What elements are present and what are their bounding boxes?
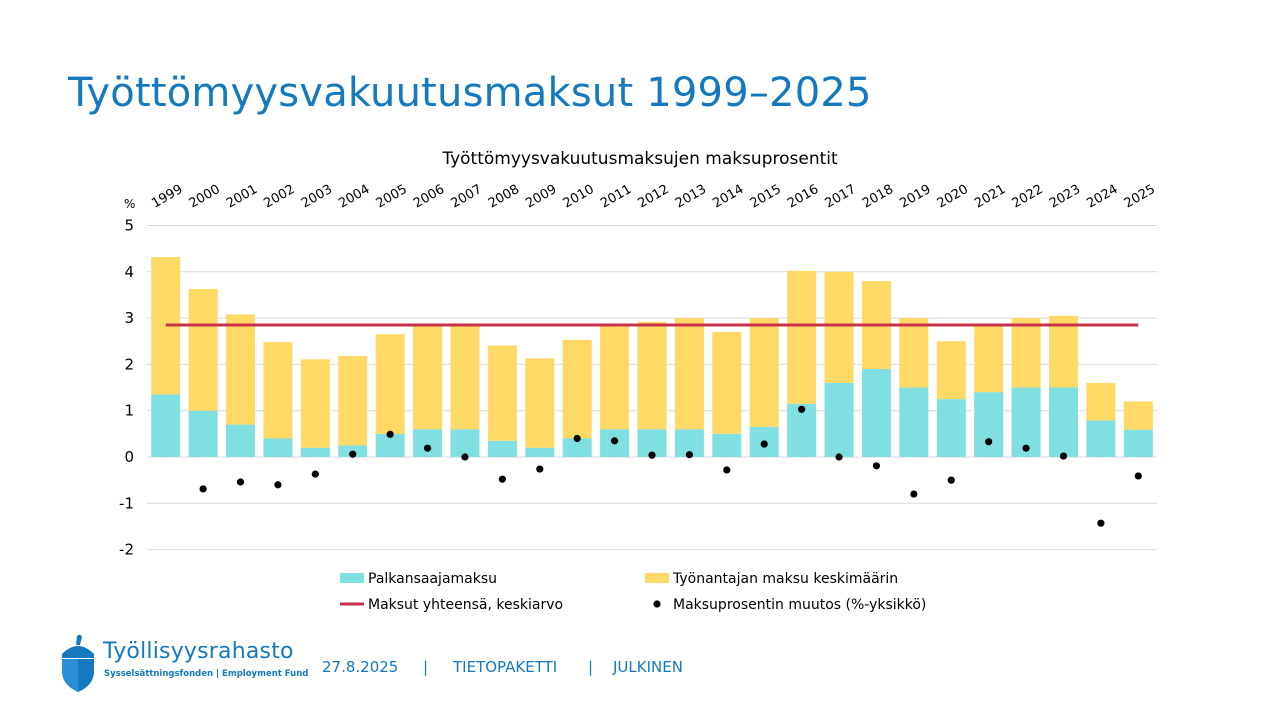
change-dot [835, 453, 842, 460]
bar-tyonantajan-maksu [563, 340, 592, 439]
y-tick-label: -1 [119, 494, 134, 513]
bar-tyonantajan-maksu [226, 314, 255, 424]
x-tick-label: 2001 [224, 181, 261, 212]
bar-tyonantajan-maksu [1124, 401, 1153, 429]
legend-label: Palkansaajamaksu [368, 571, 498, 587]
x-tick-label: 2011 [598, 181, 635, 212]
y-tick-label: 3 [124, 309, 134, 328]
chart-title: Työttömyysvakuutusmaksujen maksuprosentit [442, 149, 838, 169]
legend-item [645, 571, 898, 587]
change-dot [873, 462, 880, 469]
change-dot [312, 471, 319, 478]
x-tick-label: 2022 [1009, 181, 1046, 212]
bar-tyonantajan-maksu [899, 318, 928, 387]
legend-item [340, 597, 563, 613]
x-tick-label: 2021 [972, 181, 1009, 212]
y-tick-label: 4 [124, 262, 134, 281]
x-tick-label: 2024 [1084, 181, 1121, 212]
bar-palkansaajamaksu [1086, 420, 1115, 457]
bar-tyonantajan-maksu [937, 341, 966, 399]
legend-swatch [340, 573, 364, 583]
change-dot [499, 476, 506, 483]
x-tick-label: 2015 [747, 181, 784, 212]
x-tick-label: 1999 [149, 181, 186, 212]
footer-tag-julkinen: JULKINEN [613, 658, 683, 676]
x-tick-label: 2008 [485, 181, 523, 212]
y-tick-label: 2 [124, 355, 134, 374]
legend-label: Maksuprosentin muutos (%-yksikkö) [673, 597, 927, 613]
logo-subtitle: Sysselsättningsfonden | Employment Fund [104, 669, 309, 679]
bar-tyonantajan-maksu [638, 322, 667, 429]
change-dot [798, 406, 805, 413]
y-unit-label: % [124, 197, 136, 211]
change-dot [910, 490, 917, 497]
bar-tyonantajan-maksu [825, 272, 854, 383]
x-tick-label: 2013 [672, 181, 710, 212]
change-dot [1135, 472, 1142, 479]
y-tick-label: -2 [119, 540, 134, 559]
change-dot [387, 431, 394, 438]
bar-tyonantajan-maksu [675, 318, 704, 429]
change-dot [1060, 452, 1067, 459]
y-tick-label: 0 [124, 448, 134, 466]
legend-swatch [645, 573, 669, 583]
bar-tyonantajan-maksu [1086, 383, 1115, 421]
change-dot [1097, 520, 1104, 527]
bar-tyonantajan-maksu [263, 342, 292, 438]
employment-fund-logo [58, 632, 309, 694]
change-dot [237, 478, 244, 485]
x-tick-label: 2010 [560, 181, 597, 212]
bar-tyonantajan-maksu [301, 359, 330, 447]
change-dot [200, 485, 207, 492]
change-dot [985, 438, 992, 445]
footer-separator: | [588, 658, 594, 676]
change-dot [574, 435, 581, 442]
bar-palkansaajamaksu [974, 392, 1003, 457]
bar-palkansaajamaksu [488, 441, 517, 457]
bar-palkansaajamaksu [413, 429, 442, 457]
change-dot [274, 481, 281, 488]
bar-palkansaajamaksu [450, 429, 479, 457]
footer-date: 27.8.2025 [322, 658, 399, 676]
x-tick-label: 2012 [635, 181, 672, 212]
bar-palkansaajamaksu [226, 425, 255, 457]
x-tick-label: 2020 [934, 181, 971, 212]
x-tick-label: 2002 [261, 181, 298, 212]
bar-tyonantajan-maksu [974, 326, 1003, 392]
change-dot [349, 451, 356, 458]
bar-palkansaajamaksu [525, 448, 554, 457]
change-dot [424, 445, 431, 452]
legend-item [340, 571, 497, 587]
footer-tag-tietopaketti: TIETOPAKETTI [453, 658, 558, 676]
x-tick-label: 2007 [448, 181, 485, 212]
x-tick-label: 2017 [822, 181, 859, 212]
bar-tyonantajan-maksu [750, 318, 779, 427]
change-dot [948, 477, 955, 484]
bar-palkansaajamaksu [1049, 388, 1078, 457]
bar-tyonantajan-maksu [600, 325, 629, 429]
bar-tyonantajan-maksu [525, 358, 554, 447]
change-dot [648, 452, 655, 459]
x-tick-label: 2000 [186, 181, 223, 212]
x-tick-label: 2019 [897, 181, 934, 212]
bar-tyonantajan-maksu [1012, 318, 1041, 387]
x-tick-label: 2016 [785, 181, 822, 212]
bar-palkansaajamaksu [712, 434, 741, 457]
bar-palkansaajamaksu [1124, 430, 1153, 457]
bar-palkansaajamaksu [189, 411, 218, 457]
x-tick-label: 2005 [373, 181, 410, 212]
change-dot [1022, 445, 1029, 452]
legend-item [653, 597, 926, 613]
legend-label: Työnantajan maksu keskimäärin [673, 571, 899, 587]
change-dot [723, 466, 730, 473]
x-tick-label: 2003 [298, 181, 335, 212]
bar-palkansaajamaksu [301, 448, 330, 457]
change-dot [611, 437, 618, 444]
footer-separator: | [423, 658, 429, 676]
bar-tyonantajan-maksu [712, 332, 741, 434]
legend-swatch [653, 600, 660, 607]
x-tick-label: 2023 [1046, 181, 1084, 212]
bar-tyonantajan-maksu [189, 289, 218, 411]
bar-tyonantajan-maksu [787, 271, 816, 404]
bar-tyonantajan-maksu [450, 326, 479, 430]
logo-name: Työllisyysrahasto [103, 639, 294, 664]
y-tick-label: 5 [124, 216, 134, 235]
bar-tyonantajan-maksu [338, 356, 367, 445]
bar-palkansaajamaksu [862, 369, 891, 457]
change-dot [761, 440, 768, 447]
bar-tyonantajan-maksu [413, 326, 442, 429]
x-tick-label: 2014 [710, 181, 747, 212]
bar-tyonantajan-maksu [1049, 316, 1078, 388]
x-tick-label: 2009 [523, 181, 560, 212]
bar-palkansaajamaksu [263, 438, 292, 457]
x-tick-label: 2018 [859, 181, 897, 212]
x-tick-label: 2006 [411, 181, 448, 212]
change-dot [461, 453, 468, 460]
bar-palkansaajamaksu [151, 394, 180, 457]
acorn-icon [58, 632, 98, 692]
bar-tyonantajan-maksu [376, 334, 405, 434]
bar-palkansaajamaksu [899, 388, 928, 457]
legend-label: Maksut yhteensä, keskiarvo [368, 597, 564, 613]
x-tick-label: 2025 [1121, 181, 1158, 212]
bar-tyonantajan-maksu [488, 345, 517, 440]
change-dot [536, 465, 543, 472]
page-title: Työttömyysvakuutusmaksut 1999–2025 [68, 70, 872, 116]
change-dot [686, 451, 693, 458]
bar-palkansaajamaksu [825, 383, 854, 457]
y-tick-label: 1 [124, 401, 134, 420]
bar-palkansaajamaksu [937, 399, 966, 457]
x-tick-label: 2004 [336, 181, 373, 212]
